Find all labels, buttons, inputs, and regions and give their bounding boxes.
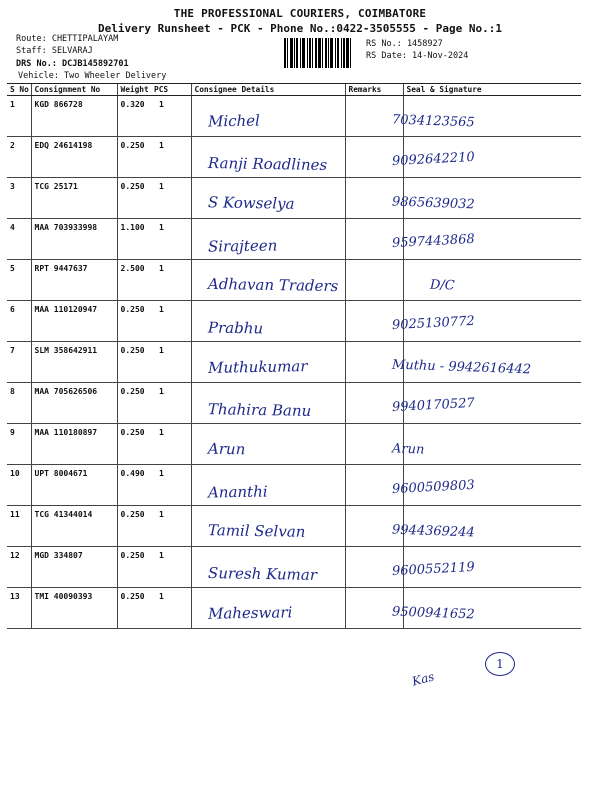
barcode <box>284 38 360 68</box>
cell-consignment: RPT 9447637 <box>31 260 117 301</box>
cell-weight: 1.100 <box>117 219 151 260</box>
cell-weight: 0.250 <box>117 588 151 629</box>
consignee-handwriting: Thahira Banu <box>207 400 312 420</box>
cell-weight: 0.250 <box>117 506 151 547</box>
consignee-handwriting: Ananthi <box>207 482 268 502</box>
seal-signature-handwriting: 9092642210 <box>391 149 476 170</box>
cell-consignment: EDQ 24614198 <box>31 137 117 178</box>
cell-consignment: SLM 358642911 <box>31 342 117 383</box>
cell-consignment: TCG 25171 <box>31 178 117 219</box>
cell-sno: 6 <box>7 301 31 342</box>
cell-consignment: UPT 8004671 <box>31 465 117 506</box>
cell-consignment: TCG 41344014 <box>31 506 117 547</box>
col-consignee: Consignee Details <box>191 84 345 96</box>
cell-sno: 8 <box>7 383 31 424</box>
seal-signature-handwriting: 9025130772 <box>391 313 476 334</box>
cell-weight: 0.490 <box>117 465 151 506</box>
cell-weight: 2.500 <box>117 260 151 301</box>
consignee-handwriting: Tamil Selvan <box>207 521 306 541</box>
cell-sno: 12 <box>7 547 31 588</box>
consignee-handwriting: S Kowselya <box>207 193 295 213</box>
col-sno: S No <box>7 84 31 96</box>
table-header-row <box>7 84 581 96</box>
rs-date: RS Date: 14-Nov-2024 <box>366 51 469 61</box>
cell-consignment: MAA 703933998 <box>31 219 117 260</box>
seal-signature-handwriting: D/C <box>429 277 456 294</box>
vehicle-label: Vehicle: Two Wheeler Delivery <box>18 71 167 81</box>
cell-pcs: 1 <box>151 137 191 178</box>
cell-pcs: 1 <box>151 547 191 588</box>
seal-signature-handwriting: 9940170527 <box>391 395 476 416</box>
col-pcs: PCS <box>151 84 191 96</box>
consignee-handwriting: Adhavan Traders <box>207 274 339 296</box>
seal-signature-handwriting: 9500941652 <box>391 604 475 623</box>
footer-initials: Kas <box>410 669 436 689</box>
seal-signature-handwriting: 9865639032 <box>391 194 475 213</box>
col-weight: Weight <box>117 84 151 96</box>
cell-sno: 4 <box>7 219 31 260</box>
cell-weight: 0.250 <box>117 178 151 219</box>
cell-weight: 0.250 <box>117 424 151 465</box>
cell-sno: 2 <box>7 137 31 178</box>
cell-consignment: MAA 110180897 <box>31 424 117 465</box>
page-mark: 1 <box>485 652 515 676</box>
table-row <box>7 96 581 137</box>
cell-pcs: 1 <box>151 465 191 506</box>
cell-sno: 13 <box>7 588 31 629</box>
cell-pcs: 1 <box>151 301 191 342</box>
cell-weight: 0.250 <box>117 547 151 588</box>
cell-weight: 0.250 <box>117 301 151 342</box>
consignee-handwriting: Sirajteen <box>207 236 278 256</box>
cell-pcs: 1 <box>151 219 191 260</box>
col-seal: Seal & Signature <box>403 84 581 96</box>
consignee-handwriting: Prabhu <box>207 318 264 338</box>
seal-signature-handwriting: 9944369244 <box>391 522 475 541</box>
rs-number: RS No.: 1458927 <box>366 39 443 49</box>
cell-consignment: MGD 334807 <box>31 547 117 588</box>
cell-sno: 11 <box>7 506 31 547</box>
cell-pcs: 1 <box>151 506 191 547</box>
staff-label: Staff: SELVARAJ <box>16 46 93 56</box>
col-consignment: Consignment No <box>31 84 117 96</box>
cell-consignment: MAA 110120947 <box>31 301 117 342</box>
route-label: Route: CHETTIPALAYAM <box>16 34 119 44</box>
cell-weight: 0.250 <box>117 383 151 424</box>
cell-pcs: 1 <box>151 96 191 137</box>
cell-weight: 0.320 <box>117 96 151 137</box>
company-title: THE PROFESSIONAL COURIERS, COIMBATORE <box>173 7 427 20</box>
cell-seal <box>403 424 581 465</box>
col-remarks: Remarks <box>345 84 403 96</box>
cell-sno: 10 <box>7 465 31 506</box>
cell-pcs: 1 <box>151 588 191 629</box>
seal-signature-handwriting: 9600509803 <box>391 477 476 498</box>
cell-consignment: MAA 705626506 <box>31 383 117 424</box>
cell-sno: 3 <box>7 178 31 219</box>
consignee-handwriting: Suresh Kumar <box>207 564 318 584</box>
cell-sno: 9 <box>7 424 31 465</box>
seal-signature-handwriting: Muthu - 9942616442 <box>391 357 532 378</box>
cell-consignment: TMI 40090393 <box>31 588 117 629</box>
cell-sno: 7 <box>7 342 31 383</box>
consignee-handwriting: Ranji Roadlines <box>207 153 328 175</box>
cell-sno: 5 <box>7 260 31 301</box>
cell-weight: 0.250 <box>117 137 151 178</box>
cell-pcs: 1 <box>151 383 191 424</box>
consignee-handwriting: Muthukumar <box>207 357 308 377</box>
seal-signature-handwriting: 9600552119 <box>391 559 476 580</box>
table-row <box>7 219 581 260</box>
table-row <box>7 424 581 465</box>
consignee-handwriting: Arun <box>207 439 246 459</box>
consignee-handwriting: Maheswari <box>207 603 293 623</box>
cell-pcs: 1 <box>151 342 191 383</box>
seal-signature-handwriting: Arun <box>391 441 425 458</box>
cell-weight: 0.250 <box>117 342 151 383</box>
seal-signature-handwriting: 7034123565 <box>391 112 475 131</box>
cell-sno: 1 <box>7 96 31 137</box>
cell-pcs: 1 <box>151 424 191 465</box>
table-row <box>7 465 581 506</box>
consignee-handwriting: Michel <box>207 111 261 131</box>
seal-signature-handwriting: 9597443868 <box>391 231 476 252</box>
table-row <box>7 301 581 342</box>
cell-pcs: 1 <box>151 260 191 301</box>
drs-label: DRS No.: DCJB145892701 <box>16 59 129 69</box>
cell-pcs: 1 <box>151 178 191 219</box>
cell-remarks <box>345 260 403 301</box>
table-row <box>7 588 581 629</box>
runsheet-title: Delivery Runsheet - PCK - Phone No.:0422-3505555 - Page No.:1 <box>98 22 502 35</box>
cell-consignment: KGD 866728 <box>31 96 117 137</box>
